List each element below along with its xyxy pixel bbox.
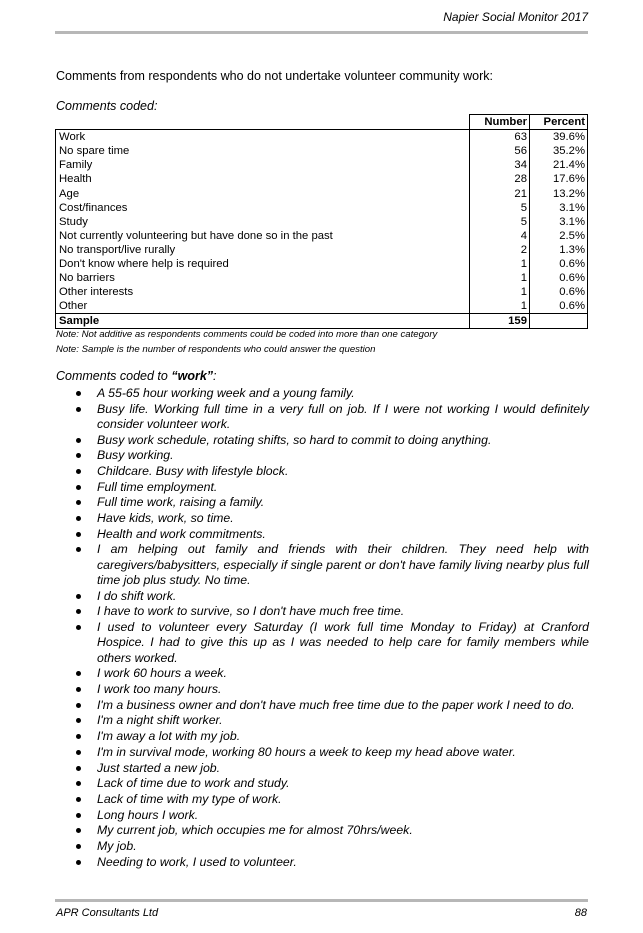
comment-text: I'm away a lot with my job. bbox=[97, 729, 241, 744]
comment-text: Busy work schedule, rotating shifts, so hard to commit to doing anything. bbox=[97, 432, 492, 447]
table-row bbox=[56, 172, 588, 186]
bullet-icon bbox=[76, 594, 81, 599]
work-comments-list bbox=[56, 386, 589, 870]
table-row bbox=[56, 158, 588, 172]
number-cell: 1 bbox=[470, 299, 530, 314]
category-cell: Family bbox=[56, 158, 470, 172]
list-item bbox=[56, 808, 589, 823]
list-item bbox=[56, 620, 589, 666]
category-header bbox=[56, 115, 470, 130]
list-item bbox=[56, 666, 589, 681]
percent-header: Percent bbox=[530, 115, 588, 130]
comment-text: I am helping out family and friends with their children. They need help with caregivers/babysitters, especially if single parent or don't have family living nearby plus full time job plus study. No time. bbox=[97, 542, 589, 588]
bullet-icon bbox=[76, 485, 81, 490]
table-row bbox=[56, 299, 588, 314]
table-row bbox=[56, 229, 588, 243]
bullet-icon bbox=[76, 766, 81, 771]
list-item bbox=[56, 433, 589, 448]
heading-suffix: : bbox=[213, 369, 217, 383]
list-item bbox=[56, 480, 589, 495]
comment-text: Childcare. Busy with lifestyle block. bbox=[97, 464, 289, 479]
comment-text: Have kids, work, so time. bbox=[97, 511, 234, 526]
bullet-icon bbox=[76, 734, 81, 739]
table-row bbox=[56, 215, 588, 229]
comment-text: Full time work, raising a family. bbox=[97, 495, 265, 510]
work-comments-heading bbox=[56, 369, 217, 383]
comment-text: Full time employment. bbox=[97, 479, 218, 494]
category-cell: No spare time bbox=[56, 144, 470, 158]
page-header-title: Napier Social Monitor 2017 bbox=[443, 10, 588, 24]
bullet-icon bbox=[76, 813, 81, 818]
comment-text: Needing to work, I used to volunteer. bbox=[97, 854, 297, 869]
number-cell: 4 bbox=[470, 229, 530, 243]
category-cell: No transport/live rurally bbox=[56, 243, 470, 257]
bullet-icon bbox=[76, 718, 81, 723]
bullet-icon bbox=[76, 625, 81, 630]
percent-cell: 0.6% bbox=[530, 257, 588, 271]
list-item bbox=[56, 823, 589, 838]
bullet-icon bbox=[76, 453, 81, 458]
comment-text: Health and work commitments. bbox=[97, 526, 266, 541]
percent-cell: 21.4% bbox=[530, 158, 588, 172]
number-cell: 28 bbox=[470, 172, 530, 186]
comments-coded-table bbox=[55, 114, 588, 329]
heading-term: “work” bbox=[171, 369, 214, 383]
category-cell: Study bbox=[56, 215, 470, 229]
comment-text: I work 60 hours a week. bbox=[97, 666, 227, 681]
heading-prefix: Comments coded to bbox=[56, 369, 172, 383]
number-cell: 1 bbox=[470, 257, 530, 271]
list-item bbox=[56, 464, 589, 479]
comment-text: A 55-65 hour working week and a young family. bbox=[97, 386, 355, 400]
list-item bbox=[56, 511, 589, 526]
bullet-icon bbox=[76, 547, 81, 552]
intro-text: Comments from respondents who do not undertake volunteer community work: bbox=[56, 69, 494, 83]
number-cell: 56 bbox=[470, 144, 530, 158]
number-cell: 2 bbox=[470, 243, 530, 257]
table-row bbox=[56, 285, 588, 299]
comment-text: My current job, which occupies me for almost 70hrs/week. bbox=[97, 823, 413, 838]
list-item bbox=[56, 792, 589, 807]
bullet-icon bbox=[76, 797, 81, 802]
table-row bbox=[56, 130, 588, 145]
number-cell: 34 bbox=[470, 158, 530, 172]
list-item bbox=[56, 761, 589, 776]
list-item bbox=[56, 855, 589, 870]
number-header: Number bbox=[470, 115, 530, 130]
list-item bbox=[56, 589, 589, 604]
comment-text: I'm a night shift worker. bbox=[97, 713, 223, 728]
number-cell: 1 bbox=[470, 285, 530, 299]
bullet-icon bbox=[76, 671, 81, 676]
table-row bbox=[56, 271, 588, 285]
percent-cell: 3.1% bbox=[530, 201, 588, 215]
bullet-icon bbox=[76, 438, 81, 443]
table-note: Note: Sample is the number of respondents who could answer the question bbox=[56, 344, 376, 355]
bullet-icon bbox=[76, 703, 81, 708]
percent-cell: 0.6% bbox=[530, 299, 588, 314]
percent-cell: 13.2% bbox=[530, 186, 588, 200]
list-item bbox=[56, 604, 589, 619]
number-cell: 5 bbox=[470, 201, 530, 215]
table-row bbox=[56, 243, 588, 257]
comment-text: Busy life. Working full time in a very full on job. If I were not working I would definitely consider volunteer work. bbox=[97, 401, 589, 431]
comment-text: I have to work to survive, so I don't have much free time. bbox=[97, 604, 405, 619]
bullet-icon bbox=[76, 516, 81, 521]
table-row bbox=[56, 144, 588, 158]
list-item bbox=[56, 542, 589, 588]
percent-cell: 1.3% bbox=[530, 243, 588, 257]
percent-cell: 0.6% bbox=[530, 285, 588, 299]
sample-label: Sample bbox=[56, 314, 470, 329]
category-cell: Age bbox=[56, 186, 470, 200]
category-cell: Not currently volunteering but have done so in the past bbox=[56, 229, 470, 243]
list-item bbox=[56, 402, 589, 433]
comment-text: I'm in survival mode, working 80 hours a week to keep my head above water. bbox=[97, 744, 516, 759]
number-cell: 1 bbox=[470, 271, 530, 285]
comment-text: I used to volunteer every Saturday (I work full time Monday to Friday) at Cranford Hospice. I had to give this up as I was needed to help care for family members while others worked. bbox=[97, 620, 589, 665]
list-item bbox=[56, 386, 589, 401]
percent-cell: 17.6% bbox=[530, 172, 588, 186]
bullet-icon bbox=[76, 828, 81, 833]
number-cell: 63 bbox=[470, 130, 530, 145]
table-header-row bbox=[56, 115, 588, 130]
footer-rule bbox=[55, 899, 588, 902]
category-cell: Health bbox=[56, 172, 470, 186]
comment-text: Long hours I work. bbox=[97, 807, 199, 822]
list-item bbox=[56, 776, 589, 791]
list-item bbox=[56, 495, 589, 510]
sample-row bbox=[56, 314, 588, 329]
category-cell: Other bbox=[56, 299, 470, 314]
bullet-icon bbox=[76, 407, 81, 412]
bullet-icon bbox=[76, 860, 81, 865]
comment-text: I'm a business owner and don't have much free time due to the paper work I need to do. bbox=[97, 697, 575, 712]
comment-text: Lack of time with my type of work. bbox=[97, 791, 282, 806]
percent-cell: 35.2% bbox=[530, 144, 588, 158]
table-row bbox=[56, 257, 588, 271]
table-caption: Comments coded: bbox=[56, 99, 158, 113]
category-cell: Other interests bbox=[56, 285, 470, 299]
number-cell: 5 bbox=[470, 215, 530, 229]
category-cell: Cost/finances bbox=[56, 201, 470, 215]
list-item bbox=[56, 527, 589, 542]
comment-text: I do shift work. bbox=[97, 588, 177, 603]
category-cell: No barriers bbox=[56, 271, 470, 285]
percent-cell: 0.6% bbox=[530, 271, 588, 285]
bullet-icon bbox=[76, 391, 81, 396]
comment-text: I work too many hours. bbox=[97, 682, 222, 697]
percent-cell: 3.1% bbox=[530, 215, 588, 229]
table-row bbox=[56, 186, 588, 200]
table-note: Note: Not additive as respondents comments could be coded into more than one category bbox=[56, 329, 438, 340]
comment-text: Just started a new job. bbox=[97, 760, 221, 775]
bullet-icon bbox=[76, 609, 81, 614]
number-cell: 21 bbox=[470, 186, 530, 200]
bullet-icon bbox=[76, 750, 81, 755]
bullet-icon bbox=[76, 687, 81, 692]
list-item bbox=[56, 698, 589, 713]
header-rule bbox=[55, 31, 588, 34]
bullet-icon bbox=[76, 469, 81, 474]
category-cell: Don't know where help is required bbox=[56, 257, 470, 271]
sample-number: 159 bbox=[470, 314, 530, 329]
list-item bbox=[56, 448, 589, 463]
category-cell: Work bbox=[56, 130, 470, 145]
page-number: 88 bbox=[574, 907, 587, 919]
comment-text: Lack of time due to work and study. bbox=[97, 776, 290, 791]
bullet-icon bbox=[76, 532, 81, 537]
list-item bbox=[56, 839, 589, 854]
percent-cell: 2.5% bbox=[530, 229, 588, 243]
percent-cell: 39.6% bbox=[530, 130, 588, 145]
bullet-icon bbox=[76, 500, 81, 505]
list-item bbox=[56, 745, 589, 760]
comment-text: My job. bbox=[97, 838, 137, 853]
footer-company: APR Consultants Ltd bbox=[56, 907, 159, 919]
table-row bbox=[56, 201, 588, 215]
sample-percent bbox=[530, 314, 588, 329]
comment-text: Busy working. bbox=[97, 448, 174, 463]
bullet-icon bbox=[76, 781, 81, 786]
list-item bbox=[56, 729, 589, 744]
bullet-icon bbox=[76, 844, 81, 849]
list-item bbox=[56, 713, 589, 728]
list-item bbox=[56, 682, 589, 697]
